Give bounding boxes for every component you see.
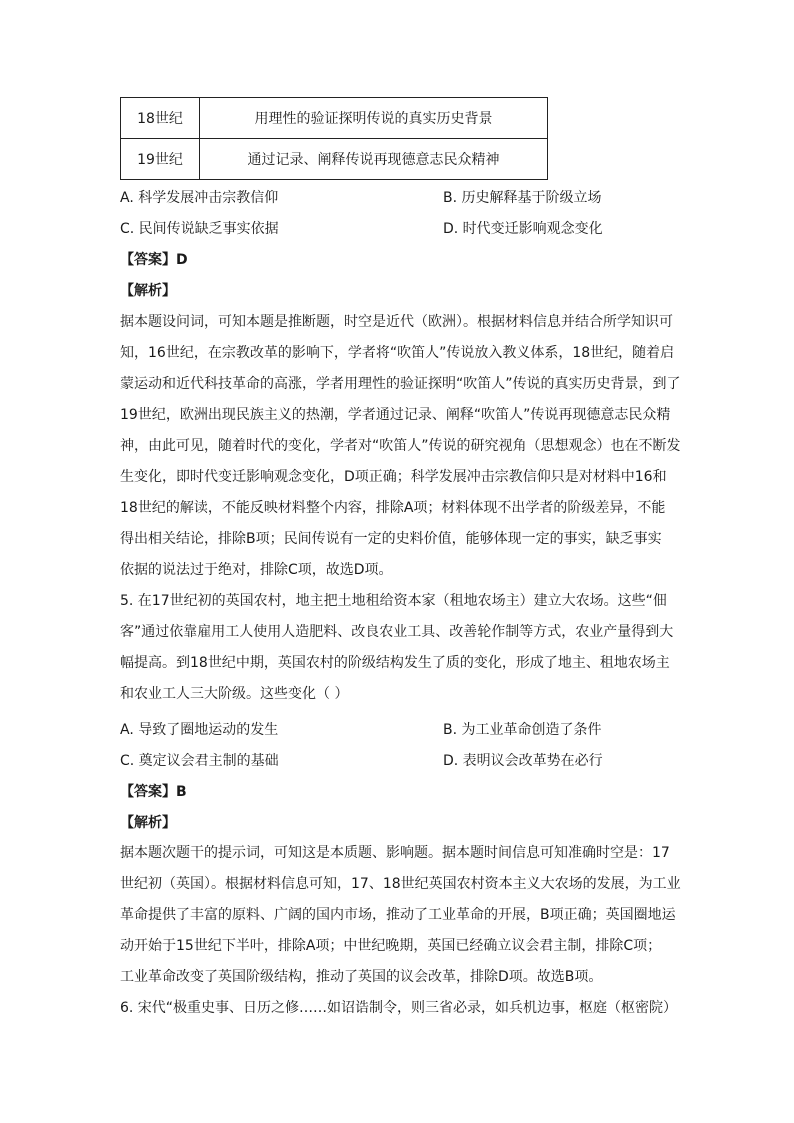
q4-option-d: D. 时代变迁影响观念变化 xyxy=(443,221,603,237)
text-line: 18世纪的解读，不能反映材料整个内容，排除A项；材料体现不出学者的阶级差异，不能 xyxy=(120,500,666,516)
text-line: 客”通过依靠雇用工人使用人造肥料、改良农业工具、改善轮作制等方式，农业产量得到大 xyxy=(120,624,674,640)
text-line: 生变化，即时代变迁影响观念变化，D项正确；科学发展冲击宗教信仰只是对材料中16和 xyxy=(120,469,667,485)
era-cell: 18世纪 xyxy=(121,98,200,139)
text-line: 幅提高。到18世纪中期，英国农村的阶级结构发生了质的变化，形成了地主、租地农场主 xyxy=(120,655,670,671)
text-line: 世纪初（英国）。根据材料信息可知，17、18世纪英国农村资本主义大农场的发展，为工业 xyxy=(120,876,681,892)
q4-option-c: C. 民间传说缺乏事实依据 xyxy=(120,221,279,237)
text-line: 革命提供了丰富的原料、广阔的国内市场，推动了工业革命的开展，B项正确；英国圈地运 xyxy=(120,907,676,923)
text-line: 得出相关结论，排除B项；民间传说有一定的史料价值，能够体现一定的事实，缺乏事实 xyxy=(120,531,662,547)
q5-stem xyxy=(120,586,684,710)
text-line: 19世纪，欧洲出现民族主义的热潮，学者通过记录、阐释“吹笛人”传说再现德意志民众精 xyxy=(120,407,671,423)
text-line: 工业革命改变了英国阶级结构，推动了英国的议会改革，排除D项。故选B项。 xyxy=(120,969,603,985)
table-row xyxy=(121,139,548,180)
text-line: 5. 在17世纪初的英国农村，地主把土地租给资本家（租地农场主）建立大农场。这些“佃 xyxy=(120,593,667,609)
q4-option-b: B. 历史解释基于阶级立场 xyxy=(443,190,602,206)
text-line: 蒙运动和近代科技革命的高涨，学者用理性的验证探明“吹笛人”传说的真实历史背景，到了 xyxy=(120,376,681,392)
q5-answer: 【答案】B xyxy=(120,784,187,800)
q4-answer: 【答案】D xyxy=(120,252,188,268)
q4-analysis-text xyxy=(120,307,684,586)
text-line: 和农业工人三大阶级。这些变化（ ） xyxy=(120,686,349,702)
text-line: 据本题设问词，可知本题是推断题，时空是近代（欧洲）。根据材料信息并结合所学知识可 xyxy=(120,314,673,330)
q5-option-b: B. 为工业革命创造了条件 xyxy=(443,722,602,738)
text-line: 据本题次题干的提示词，可知这是本质题、影响题。据本题时间信息可知准确时空是：17 xyxy=(120,845,670,861)
text-line: 依据的说法过于绝对，排除C项，故选D项。 xyxy=(120,562,393,578)
era-cell: 19世纪 xyxy=(121,139,200,180)
q5-analysis-text xyxy=(120,838,684,993)
table-row xyxy=(121,98,548,139)
comparison-table xyxy=(120,97,548,180)
q6-stem xyxy=(120,993,684,1024)
q4-analysis-label: 【解析】 xyxy=(120,283,176,299)
description-cell: 通过记录、阐释传说再现德意志民众精神 xyxy=(200,139,548,180)
q5-analysis-label: 【解析】 xyxy=(120,815,176,831)
description-cell: 用理性的验证探明传说的真实历史背景 xyxy=(200,98,548,139)
q5-option-a: A. 导致了圈地运动的发生 xyxy=(120,722,279,738)
q5-option-d: D. 表明议会改革势在必行 xyxy=(443,753,603,769)
text-line: 知，16世纪，在宗教改革的影响下，学者将“吹笛人”传说放入教义体系，18世纪，随着启 xyxy=(120,345,675,361)
text-line: 神，由此可见，随着时代的变化，学者对“吹笛人”传说的研究视角（思想观念）也在不断发 xyxy=(120,438,681,454)
text-line: 6. 宋代“极重史事、日历之修……如诏诰制令，则三省必录，如兵机边事，枢庭（枢密院） xyxy=(120,1000,678,1016)
q4-option-a: A. 科学发展冲击宗教信仰 xyxy=(120,190,279,206)
q5-option-c: C. 奠定议会君主制的基础 xyxy=(120,753,279,769)
text-line: 动开始于15世纪下半叶，排除A项；中世纪晚期，英国已经确立议会君主制，排除C项； xyxy=(120,938,662,954)
